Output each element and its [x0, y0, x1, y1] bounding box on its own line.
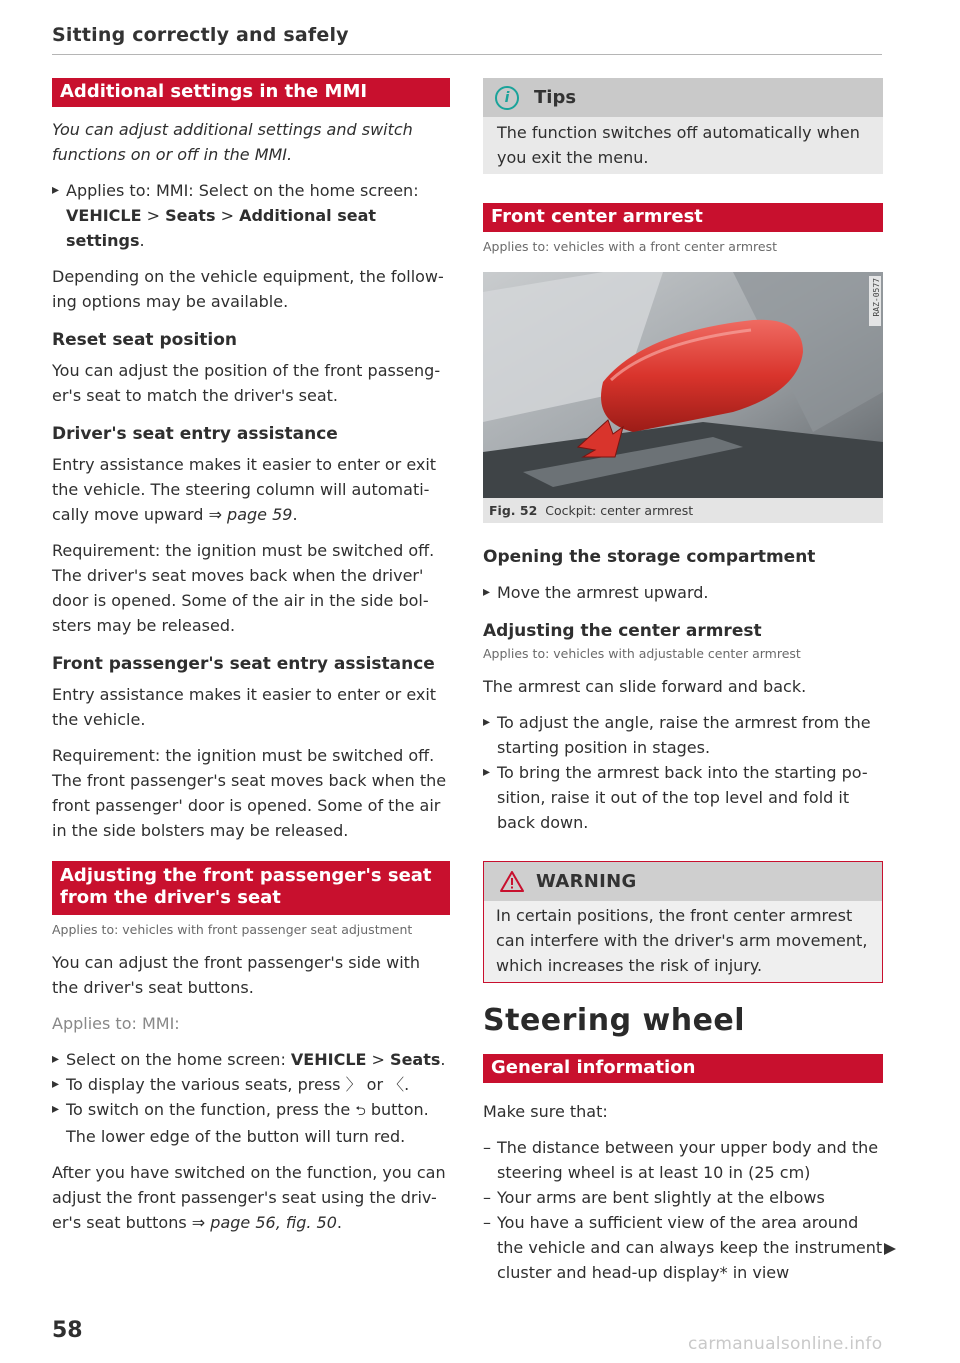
right-column [483, 78, 883, 1285]
make-sure-text: Make sure that: [483, 1102, 608, 1121]
check-item-1: – The distance between your upper body and the steering wheel is at least 10 in (25 cm) [483, 1135, 883, 1185]
page-ref-59[interactable]: ⇒ page 59 [208, 505, 293, 524]
armrest-slide-text: The armrest can slide forward and back. [483, 677, 807, 696]
warning-box [483, 861, 883, 983]
warning-header [484, 862, 882, 901]
tips-text: The function switches off automatically when you exit the menu. [497, 123, 860, 167]
tips-title: Tips [534, 87, 577, 108]
next-page-arrow-icon [884, 1243, 896, 1255]
intro-text: You can adjust additional settings and switch functions on or off in the MMI. [52, 120, 413, 164]
heading-front-entry: Front passenger's seat entry assistance [52, 654, 435, 674]
warning-title: WARNING [536, 871, 637, 892]
warning-body [484, 901, 882, 982]
heading-steering-wheel: Steering wheel [483, 1003, 746, 1038]
left-column [52, 78, 450, 1235]
adjust-step-1: ▸ To adjust the angle, raise the armrest from the starting position in stages. [483, 710, 883, 760]
heading-front-armrest: Front center armrest [483, 203, 883, 232]
heading-storage: Opening the storage compartment [483, 547, 816, 567]
path-additional: Additional seat settings [66, 206, 377, 250]
adjust-text: You can adjust the front passenger's side with the driver's seat buttons. [52, 953, 421, 997]
page-number: 58 [52, 1318, 83, 1343]
steps-list [52, 1047, 450, 1149]
after-text: After you have switched on the function, you can adjust the front passenger's seat using the driv-er's seat buttons ⇒ page 56, fig. 50. [52, 1163, 446, 1232]
seat-button-icon: ⮌ [355, 1104, 366, 1119]
header-rule [52, 54, 882, 55]
step-1: ▸ Select on the home screen: VEHICLE > Seats. [52, 1047, 450, 1072]
armrest-illustration [483, 272, 883, 498]
applies-step: ▸ Applies to: MMI: Select on the home screen: VEHICLE > Seats > Additional seat settings. [52, 178, 450, 253]
tips-body [483, 117, 883, 174]
checklist [483, 1135, 883, 1285]
driver-requirement: Requirement: the ignition must be switched off. The driver's seat moves back when the driver' door is opened. Some of the air in the side bol-sters may be released. [52, 541, 435, 635]
path-seats: Seats [165, 206, 216, 225]
heading-adjust-passenger: Adjusting the front passenger's seat from the driver's seat [52, 861, 450, 915]
adjust-step-2: ▸ To bring the armrest back into the starting po-sition, raise it out of the top level and fold it back down. [483, 760, 883, 835]
applies-armrest: Applies to: vehicles with a front center armrest [483, 239, 778, 254]
path-vehicle: VEHICLE [66, 206, 142, 225]
heading-reset: Reset seat position [52, 330, 238, 350]
storage-step: ▸ Move the armrest upward. [483, 580, 883, 605]
check-item-3: – You have a sufficient view of the area around the vehicle and can always keep the instrument cluster and head-up display* in view [483, 1210, 883, 1285]
applies-mmi: Applies to: MMI: [52, 1014, 180, 1033]
adjust-steps [483, 710, 883, 835]
step-2: ▸ To display the various seats, press 〉 or 〈. [52, 1072, 450, 1097]
reset-text: You can adjust the position of the front passeng-er's seat to match the driver's seat. [52, 361, 441, 405]
warning-text: In certain positions, the front center armrest can interfere with the driver's arm movement, which increases the risk of injury. [496, 906, 868, 975]
heading-general-info: General information [483, 1054, 883, 1083]
figure-armrest [483, 272, 883, 523]
figure-code: RAZ-0577 [872, 278, 881, 317]
heading-driver-entry: Driver's seat entry assistance [52, 424, 338, 444]
check-item-2: – Your arms are bent slightly at the elbows [483, 1185, 883, 1210]
figure-caption: Fig. 52 Cockpit: center armrest [483, 498, 883, 523]
applies-adjust: Applies to: vehicles with adjustable center armrest [483, 646, 801, 661]
armrest-photo [483, 272, 883, 498]
info-icon: i [495, 86, 519, 110]
front-text: Entry assistance makes it easier to enter or exit the vehicle. [52, 685, 437, 729]
depending-text: Depending on the vehicle equipment, the follow-ing options may be available. [52, 267, 444, 311]
tips-box [483, 78, 883, 174]
applies-passenger: Applies to: vehicles with front passenger seat adjustment [52, 922, 413, 937]
applies-list [52, 178, 450, 253]
heading-adjust-armrest: Adjusting the center armrest [483, 621, 762, 641]
section-title: Sitting correctly and safely [52, 24, 349, 46]
page-ref-56[interactable]: ⇒ page 56, fig. 50 [191, 1213, 337, 1232]
step-3: ▸ To switch on the function, press the ⮌ button. The lower edge of the button will turn red. [52, 1097, 450, 1149]
warning-triangle-icon [500, 871, 524, 892]
watermark: carmanualsonline.info [688, 1334, 883, 1354]
page-header [52, 24, 882, 55]
driver-text: Entry assistance makes it easier to enter or exit the vehicle. The steering column will automati-cally move upward ⇒ page 59. [52, 455, 437, 524]
heading-additional-settings: Additional settings in the MMI [52, 78, 450, 107]
storage-list [483, 580, 883, 605]
tips-header [483, 78, 883, 117]
front-requirement: Requirement: the ignition must be switched off. The front passenger's seat moves back when the front passenger' door is opened. Some of the air in the side bolsters may be released. [52, 746, 447, 840]
